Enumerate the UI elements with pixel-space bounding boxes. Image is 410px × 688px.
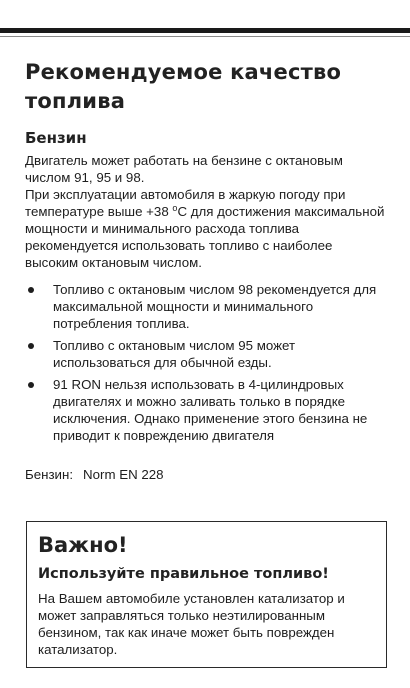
header-rule-thick <box>0 28 410 33</box>
important-subtitle: Используйте правильное топливо! <box>38 566 329 582</box>
header-rule-thin <box>0 36 410 37</box>
bullet-item-98 <box>25 281 390 332</box>
intro-octane-text: Двигатель может работать на бензине с октановым числом 91, 95 и 98. <box>25 153 343 185</box>
section-heading-gasoline: Бензин <box>25 129 87 147</box>
fuel-spec-line <box>25 466 164 483</box>
bullet-text: 91 RON нельзя использовать в 4-цилиндровых двигателях и можно заливать только в порядке исключения. Однако применение этого бензина не приводит к повреждению двигателя <box>53 377 368 443</box>
bullet-text: Топливо с октановым числом 95 может использоваться для обычной езды. <box>53 338 296 370</box>
bullet-item-91 <box>25 376 390 444</box>
octane-bullet-list <box>25 281 390 449</box>
bullet-text: Топливо с октановым числом 98 рекомендуется для максимальной мощности и минимального потребления топлива. <box>53 282 377 331</box>
bullet-dot-icon <box>28 343 34 349</box>
important-title: Важно! <box>38 533 128 557</box>
degree-symbol: o <box>172 203 178 213</box>
fuel-spec-label: Бензин: <box>25 467 74 482</box>
bullet-dot-icon <box>28 382 34 388</box>
intro-hot-weather-text-b: C для достижения максимальной мощности и минимального расхода топлива рекомендуется использовать топливо с наиболее высоким октановым числом. <box>25 204 385 270</box>
important-text: На Вашем автомобиле установлен катализатор и может заправляться только неэтилированным бензином, так как иначе может быть поврежден катализатор. <box>38 591 345 657</box>
intro-hot-weather-text-a: При эксплуатации автомобиля в жаркую погоду при температуре выше +38 <box>25 187 346 219</box>
gasoline-intro <box>25 152 387 271</box>
bullet-item-95 <box>25 337 390 371</box>
important-notice-box <box>26 521 387 668</box>
bullet-dot-icon <box>28 287 34 293</box>
fuel-spec-value: Norm EN 228 <box>83 467 164 482</box>
page-title: Рекомендуемое качество топлива <box>25 60 342 113</box>
